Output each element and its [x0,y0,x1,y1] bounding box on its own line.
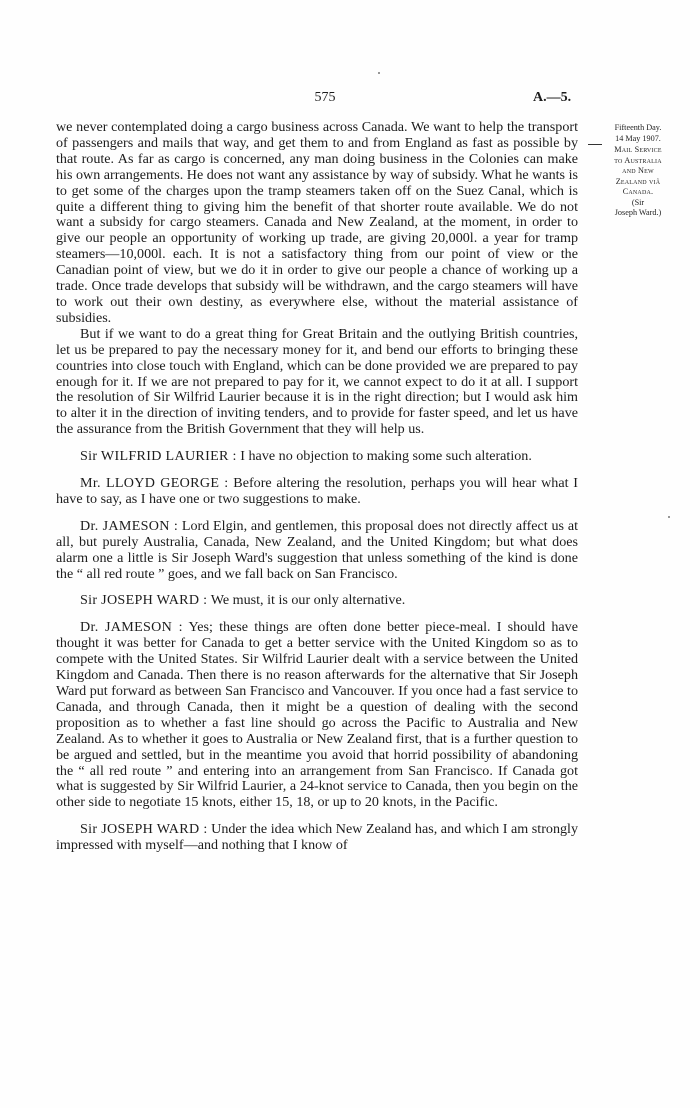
paper-speck [668,516,670,518]
speaker-name: Mr. LLOYD GEORGE : [80,475,229,492]
margin-speaker-line: (Sir [631,197,645,207]
margin-subject-line: and New [622,166,654,175]
speaker-name: Dr. JAMESON : [80,517,179,534]
paragraph [56,822,578,854]
speaker-name: Sir JOSEPH WARD : [80,821,208,838]
margin-note [588,123,688,219]
paragraph [56,120,578,327]
body-text [56,120,578,854]
paragraph [56,476,578,508]
paper-speck [378,72,380,74]
margin-subject-line: Canada. [622,187,654,196]
paragraph [56,620,578,811]
paragraph-text: Before altering the resolution, perhaps you will hear what I have to say, as I have one or two suggestions to make. [56,475,578,507]
document-reference: A.—5. [533,90,572,105]
paragraph [56,593,578,609]
margin-speaker-line: Joseph Ward.) [614,208,662,217]
paragraph-text: Lord Elgin, and gentlemen, this proposal does not directly affect us at all, but purely Australia, Canada, New Zealand, and the United Kingdom; but what does alarm one a little is Sir Joseph Ward's suggestion that unless something of the kind is done the “ all red route ” goes, and we fall back on San Francisco. [56,517,579,582]
speaker-name: Sir WILFRID LAURIER : [80,448,237,465]
margin-date: 14 May 1907. [615,133,661,143]
paragraph-text: I have no objection to making some such alteration. [240,448,532,465]
paragraph [56,449,578,465]
paragraph-text: We must, it is our only alternative. [210,592,406,609]
paragraph-text: Under the idea which New Zealand has, and which I am strongly impressed with myself—and nothing that I know of [56,821,578,854]
paragraph-text: we never contemplated doing a cargo business across Canada. We want to help the transport of passengers and mails that way, and get them to and from England as fast as possible by that route. As far as cargo is concerned, any man doing business in the Colonies can make his own arrangements. He does not want any assistance by way of subsidy. What he wants is to get some of the charges upon the tramp steamers taken off on the Suez Canal, which is quite a different thing to giving him the benefit of that shorter route available. We do not want a subsidy for cargo steamers. Canada and New Zealand, at the moment, in order to give our people an opportunity of working up trade, are giving 20,000l. a year for tramp steamers—10,000l. each. It is not a satisfactory thing from our point of view or the Canadian point of view, but we do it in order to give our people a chance of working up a trade. Once trade develops that subsidy will be withdrawn, and the cargo steamers will have to work out their own destiny, as everywhere else, without the material assistance of subsidies. [56,119,578,326]
paragraph [56,519,578,583]
margin-subject-line: Zealand viâ [615,176,661,186]
speaker-name: Dr. JAMESON : [80,619,183,636]
margin-date-day: Fifteenth Day. [614,123,662,132]
paragraph [56,327,578,438]
speaker-name: Sir JOSEPH WARD : [80,592,208,609]
page-number: 575 [314,90,336,105]
paragraph-text: Yes; these things are often done better piece-meal. I should have thought it was better for Canada to get a better service with the United Kingdom so as to compete with the United States. Sir Wilfrid Laurier dealt with a service between the United Kingdom and Canada. Then there is no reason afterwards for the alternative that Sir Joseph Ward put forward as between San Francisco and Vancouver. If you once had a fast service to Canada, and through Canada, then it might be a question of dealing with the second proposition as to whether a fast line should go across the Pacific to Australia and New Zealand. As to whether it goes to Australia or New Zealand first, that is a further question to be argued and settled, but in the meantime you avoid that horrid possibility of abandoning the “ all red route ” and entering into an arrangement from San Francisco. If Canada got what is suggested by Sir Wilfrid Laurier, a 24-knot service to Canada, then you begin on the other side to negotiate 15 knots, either 15, 18, or up to 20 knots, in the Pacific. [56,619,578,811]
margin-subject-line: to Australia [614,155,662,165]
margin-subject-line: Mail Service [614,145,662,154]
paragraph-text: But if we want to do a great thing for Great Britain and the outlying British countries, let us be prepared to pay the necessary money for it, and bend our efforts to bringing these countries into close touch with England, which can be done provided we are prepared to pay enough for it. If we are not prepared to pay for it, we cannot expect to do it at all. I support the resolution of Sir Wilfrid Laurier because it is in the right direction; but I would ask him to alter it in the direction of inviting tenders, and to provide for faster speed, and let us have the assurance from the British Government that they will help us. [56,325,578,438]
